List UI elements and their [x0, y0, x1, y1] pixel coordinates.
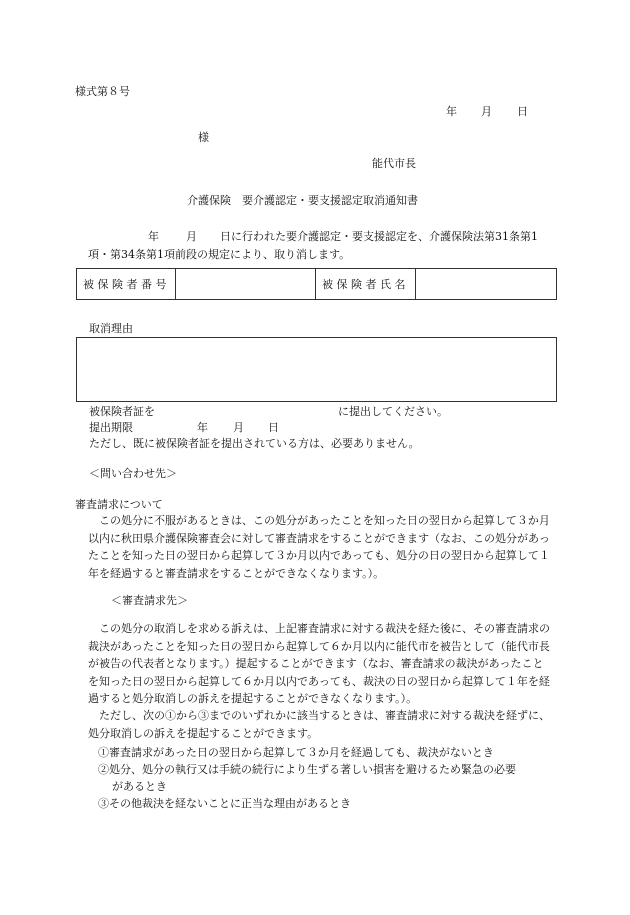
exception-item-2: ②処分、処分の執行又は手続の続行により生ずる著しい損害を避けるため緊急の必要 [98, 763, 516, 776]
exception-item-2-cont: があるとき [112, 780, 167, 793]
insured-number-field[interactable] [176, 269, 316, 300]
date-day: 日 [517, 105, 528, 118]
insured-info-table [76, 268, 557, 300]
review-heading: 審査請求について [75, 498, 163, 511]
addressee-suffix: 様 [198, 131, 209, 144]
deadline-day: 日 [268, 421, 279, 434]
exception-list [98, 745, 558, 813]
deadline-year: 年 [197, 421, 208, 434]
date-month: 月 [481, 105, 492, 118]
submission-note: ただし、既に被保険者証を提出されている方は、必要ありません。 [89, 437, 420, 450]
lawsuit-paragraph-2: ただし、次の①から③までのいずれかに該当するときは、審査請求に対する裁決を経ずに、処分取消しの訴えを提起することができます。 [88, 709, 550, 740]
intro-text-1: 日に行われた要介護認定・要支援認定を、介護保険法第31条第1 [220, 230, 538, 243]
exception-item-1: ①審査請求があった日の翌日から起算して３か月を経過しても、裁決がないとき [98, 746, 494, 759]
submission-line-left: 被保険者証を [89, 405, 155, 418]
contact-heading: ＜問い合わせ先＞ [89, 467, 177, 480]
insured-number-label: 被 保 険 者 番 号 [77, 269, 176, 300]
submission-line-right: に提出してください。 [338, 405, 448, 418]
form-number: 様式第８号 [75, 85, 130, 98]
intro-text-2: 項・第34条第1項前段の規定により、取り消します。 [88, 248, 351, 261]
insured-name-label: 被 保 険 者 氏 名 [316, 269, 416, 300]
document-title: 介護保険 要介護認定・要支援認定取消通知書 [187, 194, 418, 207]
intro-year: 年 [148, 230, 159, 243]
issuer: 能代市長 [372, 157, 416, 170]
deadline-label: 提出期限 [89, 421, 133, 434]
intro-month: 月 [186, 230, 197, 243]
lawsuit-paragraph-1: この処分の取消しを求める訴えは、上記審査請求に対する裁決を経た後に、その審査請求の裁決があったことを知った日の翌日から起算して６か月以内に能代市を被告として（能代市長が被告の代表者となります。）提起することができます（なお、審査請求の裁決があったことを知った日の翌日から起算して６か月以内であっても、裁決の日の翌日から起算して１年を経過すると処分取消しの訴えを提起することができなくなります。）。 [88, 622, 550, 705]
exception-item-3: ③その他裁決を経ないことに正当な理由があるとき [98, 797, 351, 810]
deadline-month: 月 [233, 421, 244, 434]
date-year: 年 [446, 105, 457, 118]
reason-box[interactable] [76, 337, 557, 402]
insured-name-field[interactable] [416, 269, 557, 300]
review-paragraph: この処分に不服があるときは、この処分があったことを知った日の翌日から起算して３か月以内に秋田県介護保険審査会に対して審査請求をすることができます（なお、この処分があったことを知った日の翌日から起算して３か月以内であっても、処分の日の翌日から起算して１年を経過すると審査請求をすることができなくなります。）。 [88, 514, 550, 580]
review-destination: ＜審査請求先＞ [111, 594, 188, 607]
reason-label: 取消理由 [89, 322, 133, 335]
